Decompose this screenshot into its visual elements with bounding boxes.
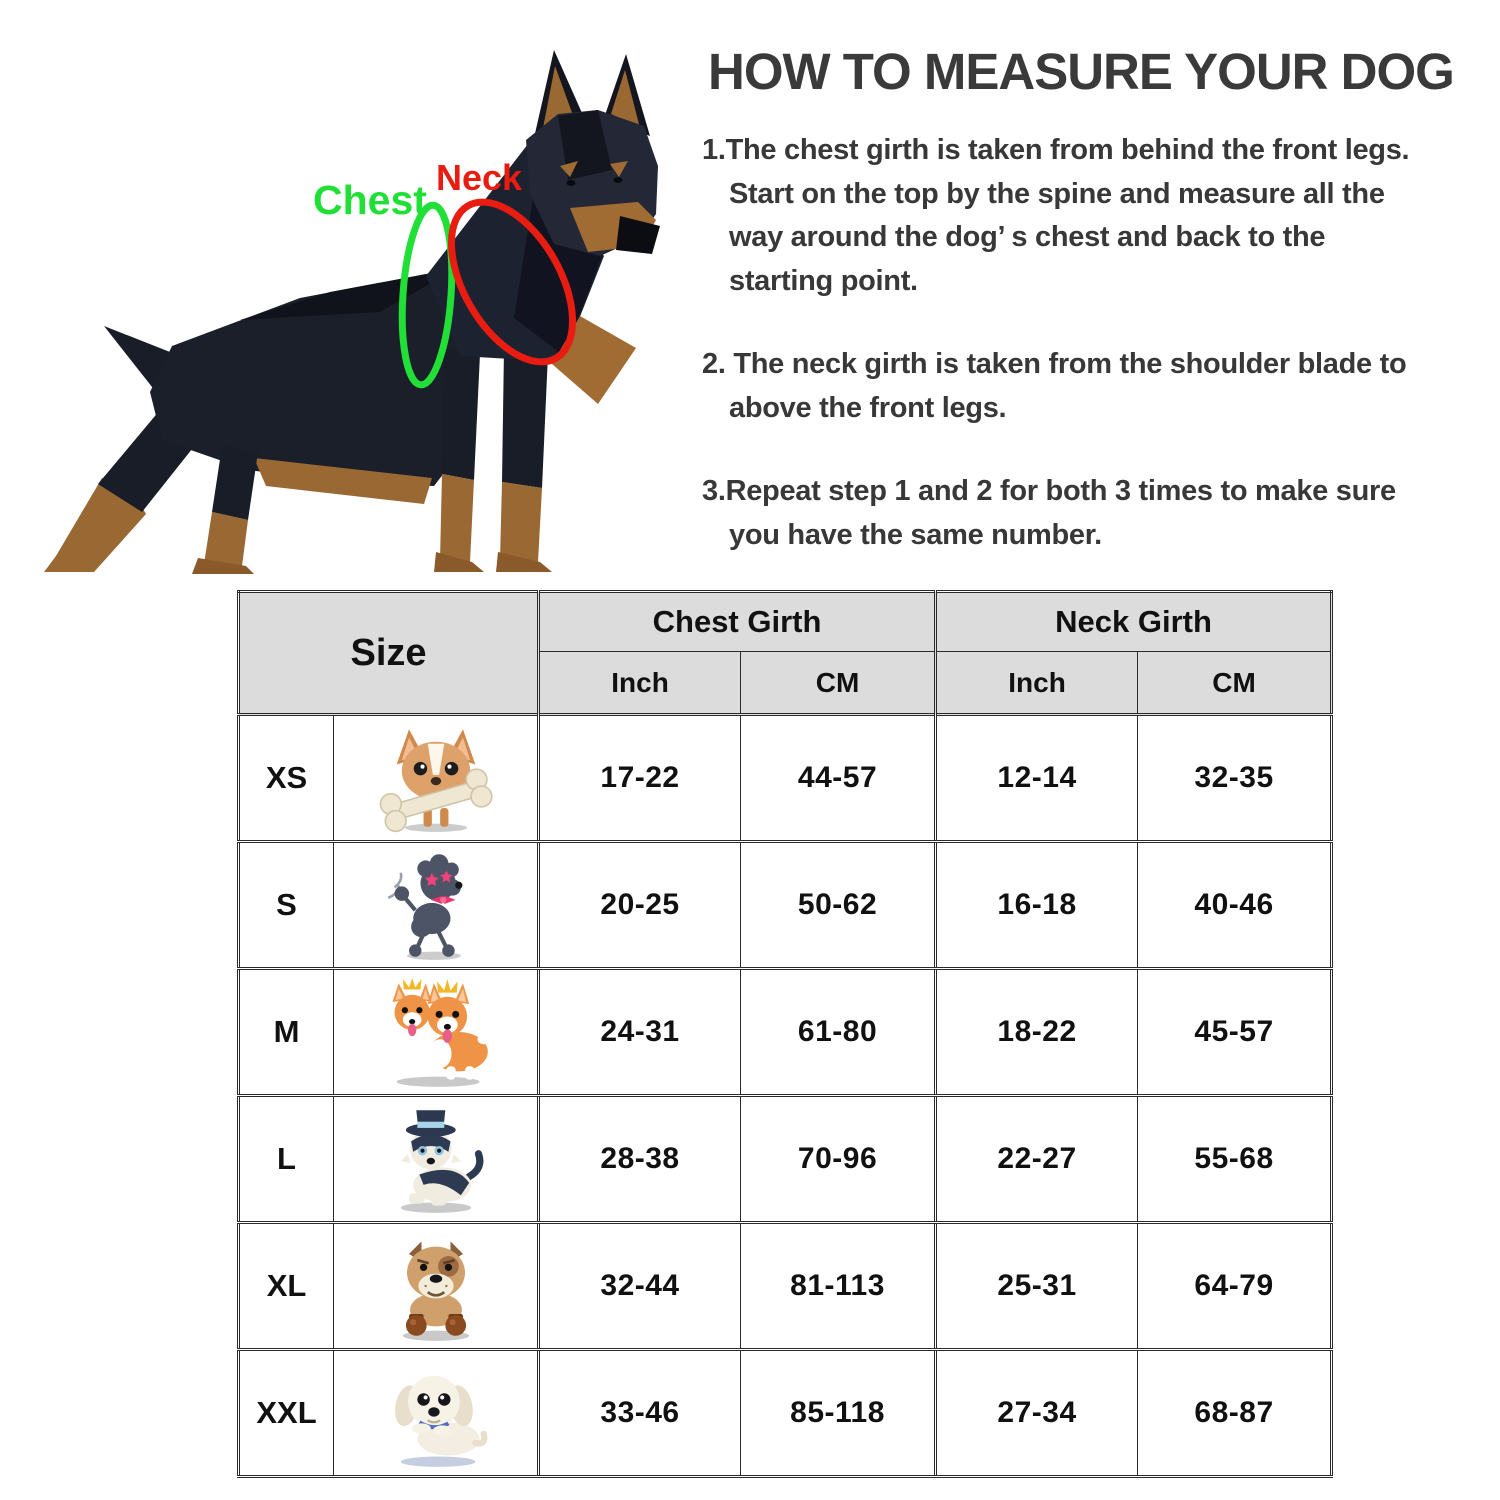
instruction-step [702, 470, 1500, 557]
neck-label: Neck [436, 157, 523, 198]
size-label: S [239, 842, 334, 969]
chest-label: Chest [313, 177, 427, 223]
size-table-body [239, 715, 1332, 1477]
husky-with-hat-icon [361, 1102, 511, 1216]
dog-image-cell [334, 969, 539, 1096]
chest-cm-value: 50-62 [741, 842, 936, 969]
chest-inch-value: 17-22 [539, 715, 741, 842]
dog-image-cell [334, 715, 539, 842]
size-label: XL [239, 1223, 334, 1350]
neck-cm-value: 68-87 [1138, 1350, 1332, 1477]
size-row-xl [239, 1223, 1332, 1350]
size-row-s [239, 842, 1332, 969]
chest-cm-value: 81-113 [741, 1223, 936, 1350]
bulldog-with-gloves-icon [361, 1229, 511, 1343]
chest-inch-value: 32-44 [539, 1223, 741, 1350]
size-table [237, 590, 1333, 1478]
neck-cm-value: 64-79 [1138, 1223, 1332, 1350]
instruction-line: you have the same number. [729, 518, 1102, 551]
size-label: M [239, 969, 334, 1096]
neck-girth-header: Neck Girth [936, 592, 1332, 652]
measurement-diagram [0, 20, 660, 580]
size-label: L [239, 1096, 334, 1223]
page-title: HOW TO MEASURE YOUR DOG [708, 43, 1454, 100]
instruction-line: starting point. [729, 264, 918, 297]
size-label: XXL [239, 1350, 334, 1477]
instruction-line: above the front legs. [729, 391, 1007, 424]
chest-cm-header: CM [741, 652, 936, 715]
dog-image-cell [334, 1223, 539, 1350]
chest-cm-value: 61-80 [741, 969, 936, 1096]
size-label: XS [239, 715, 334, 842]
instruction-line: 2. The neck girth is taken from the shoulder blade to [702, 348, 1407, 380]
neck-inch-value: 12-14 [936, 715, 1138, 842]
poodle-icon [361, 848, 511, 962]
neck-inch-value: 27-34 [936, 1350, 1138, 1477]
chihuahua-with-bone-icon [361, 721, 511, 835]
size-row-l [239, 1096, 1332, 1223]
dog-image-cell [334, 1096, 539, 1223]
instructions-section [702, 42, 1500, 597]
neck-inch-value: 16-18 [936, 842, 1138, 969]
neck-cm-value: 32-35 [1138, 715, 1332, 842]
corgi-pair-icon [361, 975, 511, 1089]
neck-inch-header: Inch [936, 652, 1138, 715]
size-row-xs [239, 715, 1332, 842]
chest-inch-header: Inch [539, 652, 741, 715]
dog-image-cell [334, 1350, 539, 1477]
instruction-line: way around the dog’ s chest and back to the [729, 221, 1326, 253]
neck-cm-value: 45-57 [1138, 969, 1332, 1096]
instruction-line: 1.The chest girth is taken from behind the front legs. [702, 134, 1410, 166]
instruction-line: Start on the top by the spine and measure all the [729, 177, 1385, 210]
neck-inch-value: 18-22 [936, 969, 1138, 1096]
neck-cm-value: 40-46 [1138, 842, 1332, 969]
chest-cm-value: 70-96 [741, 1096, 936, 1223]
chest-inch-value: 28-38 [539, 1096, 741, 1223]
white-puppy-icon [361, 1356, 511, 1470]
instruction-line: 3.Repeat step 1 and 2 for both 3 times to make sure [702, 475, 1396, 507]
dog-image-cell [334, 842, 539, 969]
neck-cm-value: 55-68 [1138, 1096, 1332, 1223]
instruction-step [702, 343, 1500, 430]
chest-inch-value: 20-25 [539, 842, 741, 969]
chest-girth-header: Chest Girth [539, 592, 936, 652]
size-row-xxl [239, 1350, 1332, 1477]
doberman-illustration [0, 20, 660, 580]
neck-inch-value: 22-27 [936, 1096, 1138, 1223]
size-row-m [239, 969, 1332, 1096]
chest-cm-value: 85-118 [741, 1350, 936, 1477]
instruction-step [702, 129, 1500, 303]
neck-cm-header: CM [1138, 652, 1332, 715]
chest-inch-value: 33-46 [539, 1350, 741, 1477]
chest-cm-value: 44-57 [741, 715, 936, 842]
neck-inch-value: 25-31 [936, 1223, 1138, 1350]
size-column-header: Size [239, 592, 539, 715]
chest-inch-value: 24-31 [539, 969, 741, 1096]
instruction-list [702, 129, 1500, 557]
